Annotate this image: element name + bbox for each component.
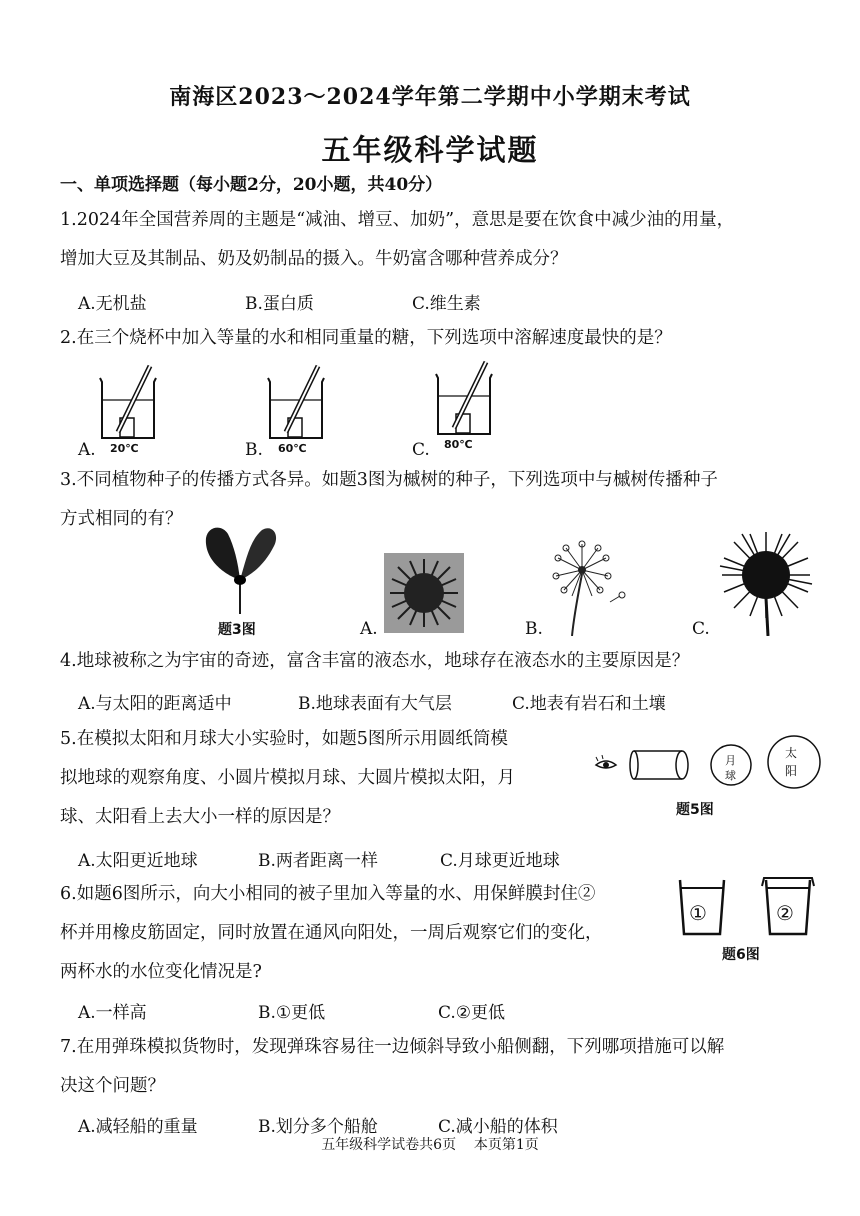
q6-stem-line2: 杯并用橡皮筋固定，同时放置在通风向阳处，一周后观察它们的变化， [60,923,603,943]
q1-stem-line1: 1.2024年全国营养周的主题是“减油、增豆、加奶”，意思是要在饮食中减少油的用量， [60,210,735,230]
burdock-burr-image [384,553,464,633]
q1-option-a: A.无机盐 [78,294,147,314]
q1-option-c: C.维生素 [412,294,481,314]
moon-label-bottom: 球 [725,769,736,782]
maple-seed-image [200,520,280,616]
q2-option-c-letter: C. [412,440,430,460]
q4-option-b: B.地球表面有大气层 [298,694,452,714]
q5-option-b: B.两者距离一样 [258,851,378,871]
q5-option-a: A.太阳更近地球 [78,851,198,871]
q6-option-b: B.①更低 [258,1003,326,1023]
q4-option-a: A.与太阳的距离适中 [78,694,232,714]
q2-option-b-letter: B. [245,440,263,460]
cup-1-label: ① [689,901,707,925]
q1-stem-line2: 增加大豆及其制品、奶及奶制品的摄入。牛奶富含哪种营养成分？ [60,249,568,269]
q3-option-c: C. [692,619,710,639]
q7-option-c: C.减小船的体积 [438,1117,558,1137]
q6-option-c: C.②更低 [438,1003,506,1023]
q5-stem-line2: 拟地球的观察角度、小圆片模拟月球、大圆片模拟太阳，月 [60,768,515,788]
q6-option-a: A.一样高 [78,1003,147,1023]
section-heading: 一、单项选择题（每小题2分，20小题，共40分） [60,175,443,195]
q3-option-b: B. [525,619,543,639]
q3-stem-line1: 3.不同植物种子的传播方式各异。如题3图为槭树的种子，下列选项中与槭树传播种子 [60,470,718,490]
eye-icon [594,755,624,775]
q1-option-b: B.蛋白质 [245,294,314,314]
q7-stem-line1: 7.在用弹珠模拟货物时，发现弹珠容易往一边倾斜导致小船侧翻，下列哪项措施可以解 [60,1037,725,1057]
q3-stem-line2: 方式相同的有？ [60,509,183,529]
dandelion-image [548,540,638,636]
page-footer: 五年级科学试卷共6页 本页第1页 [321,1137,539,1153]
q7-option-a: A.减轻船的重量 [78,1117,198,1137]
q2-temp-b: 60℃ [278,442,307,455]
q6-figure-caption: 题6图 [722,947,760,963]
q7-stem-line2: 决这个问题？ [60,1076,165,1096]
paper-subtitle: 五年级科学试题 [321,133,539,167]
q3-figure-caption: 题3图 [218,622,256,638]
q6-stem-line1: 6.如题6图所示，向大小相同的被子里加入等量的水、用保鲜膜封住② [60,884,596,904]
q2-temp-c: 80℃ [444,438,473,451]
q5-stem-line3: 球、太阳看上去大小一样的原因是？ [60,807,340,827]
q3-option-a: A. [360,619,378,639]
sun-label-bottom: 阳 [785,764,798,778]
q7-option-b: B.划分多个船舱 [258,1117,378,1137]
paper-tube-figure [628,745,692,785]
sun-label-top: 太 [785,746,798,760]
q6-stem-line3: 两杯水的水位变化情况是? [60,962,262,982]
q5-option-c: C.月球更近地球 [440,851,560,871]
q5-figure-caption: 题5图 [676,802,714,818]
q2-option-a-letter: A. [78,440,96,460]
q2-stem-line1: 2.在三个烧杯中加入等量的水和相同重量的糖，下列选项中溶解速度最快的是？ [60,328,672,348]
spiky-seed-head-image [716,530,816,636]
q4-option-c: C.地表有岩石和土壤 [512,694,666,714]
q4-stem-line1: 4.地球被称之为宇宙的奇迹，富含丰富的液态水，地球存在液态水的主要原因是？ [60,651,690,671]
exam-title: 南海区2023～2024学年第二学期中小学期末考试 [169,84,691,110]
q2-temp-a: 20℃ [110,442,139,455]
cup-2-label: ② [776,901,794,925]
moon-label-top: 月 [725,754,736,767]
q5-stem-line1: 5.在模拟太阳和月球大小实验时，如题5图所示用圆纸筒模 [60,729,508,749]
